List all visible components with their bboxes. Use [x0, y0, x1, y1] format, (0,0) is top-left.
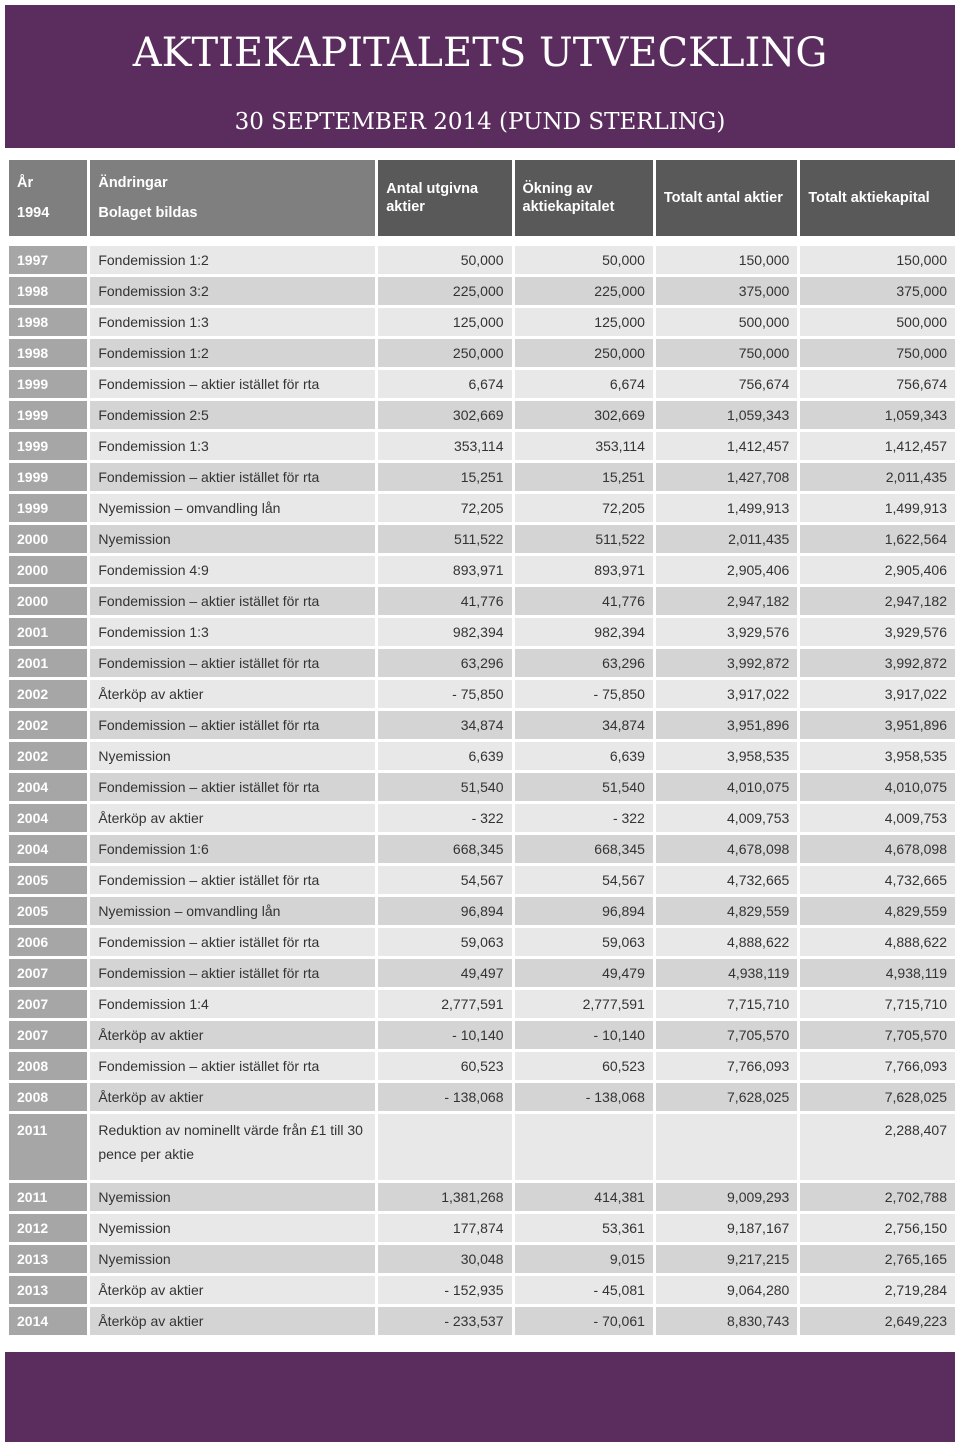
row-shares-issued: - 152,935 — [378, 1276, 511, 1304]
row-change: Fondemission – aktier istället för rta — [90, 370, 375, 398]
row-year: 2008 — [9, 1083, 87, 1111]
row-total-capital: 7,705,570 — [800, 1021, 955, 1049]
row-year: 2005 — [9, 866, 87, 894]
row-total-capital: 4,829,559 — [800, 897, 955, 925]
row-year: 2004 — [9, 804, 87, 832]
row-total-shares: 4,009,753 — [656, 804, 797, 832]
row-total-shares: 3,992,872 — [656, 649, 797, 677]
row-total-capital: 2,649,223 — [800, 1307, 955, 1335]
row-change: Fondemission 2:5 — [90, 401, 375, 429]
table-row — [9, 308, 955, 336]
row-total-capital: 7,715,710 — [800, 990, 955, 1018]
table-row — [9, 835, 955, 863]
row-year: 1999 — [9, 463, 87, 491]
table-row — [9, 339, 955, 367]
row-total-capital: 3,951,896 — [800, 711, 955, 739]
row-year: 2001 — [9, 618, 87, 646]
row-shares-issued: 41,776 — [378, 587, 511, 615]
header-shares-issued — [378, 160, 511, 236]
row-change: Fondemission – aktier istället för rta — [90, 1052, 375, 1080]
table-row — [9, 246, 955, 274]
row-total-shares: 4,010,075 — [656, 773, 797, 801]
row-shares-issued: 225,000 — [378, 277, 511, 305]
row-shares-issued: 177,874 — [378, 1214, 511, 1242]
table-row — [9, 804, 955, 832]
row-total-shares: 500,000 — [656, 308, 797, 336]
table-row — [9, 1245, 955, 1273]
row-total-capital: 3,992,872 — [800, 649, 955, 677]
table-row — [9, 1183, 955, 1211]
row-total-capital: 756,674 — [800, 370, 955, 398]
row-total-capital: 750,000 — [800, 339, 955, 367]
row-year: 2006 — [9, 928, 87, 956]
table-row — [9, 587, 955, 615]
row-year: 2011 — [9, 1183, 87, 1211]
row-total-shares: 7,628,025 — [656, 1083, 797, 1111]
header-shares-issued-label: Antal utgivna aktier — [386, 181, 479, 215]
row-year: 1998 — [9, 308, 87, 336]
row-capital-increase: - 10,140 — [515, 1021, 653, 1049]
row-shares-issued: 51,540 — [378, 773, 511, 801]
row-change: Återköp av aktier — [90, 1307, 375, 1335]
row-total-shares: 3,929,576 — [656, 618, 797, 646]
row-total-shares: 4,678,098 — [656, 835, 797, 863]
row-capital-increase: 96,894 — [515, 897, 653, 925]
row-capital-increase: 6,674 — [515, 370, 653, 398]
row-capital-increase: - 75,850 — [515, 680, 653, 708]
row-total-capital: 2,756,150 — [800, 1214, 955, 1242]
row-change: Fondemission 1:6 — [90, 835, 375, 863]
row-total-capital: 500,000 — [800, 308, 955, 336]
row-total-capital: 4,009,753 — [800, 804, 955, 832]
table-row — [9, 277, 955, 305]
row-capital-increase: 982,394 — [515, 618, 653, 646]
row-change: Nyemission — [90, 1214, 375, 1242]
row-year: 2007 — [9, 959, 87, 987]
row-total-shares: 150,000 — [656, 246, 797, 274]
row-year: 2005 — [9, 897, 87, 925]
row-total-shares: 2,905,406 — [656, 556, 797, 584]
row-capital-increase: 34,874 — [515, 711, 653, 739]
page-header — [5, 5, 955, 148]
table-row — [9, 1114, 955, 1180]
row-year: 2004 — [9, 835, 87, 863]
table-row — [9, 370, 955, 398]
row-shares-issued: 15,251 — [378, 463, 511, 491]
row-change: Fondemission – aktier istället för rta — [90, 928, 375, 956]
row-total-shares: 9,009,293 — [656, 1183, 797, 1211]
row-capital-increase: 125,000 — [515, 308, 653, 336]
table-row — [9, 494, 955, 522]
row-change: Nyemission – omvandling lån — [90, 494, 375, 522]
row-change: Återköp av aktier — [90, 1021, 375, 1049]
row-change: Fondemission – aktier istället för rta — [90, 587, 375, 615]
row-shares-issued: - 322 — [378, 804, 511, 832]
row-change: Fondemission – aktier istället för rta — [90, 959, 375, 987]
row-total-shares: 4,829,559 — [656, 897, 797, 925]
row-year: 2000 — [9, 525, 87, 553]
row-total-capital: 2,719,284 — [800, 1276, 955, 1304]
row-total-capital: 2,905,406 — [800, 556, 955, 584]
row-shares-issued: - 75,850 — [378, 680, 511, 708]
row-total-capital: 2,765,165 — [800, 1245, 955, 1273]
row-shares-issued: 49,497 — [378, 959, 511, 987]
page-subtitle: 30 SEPTEMBER 2014 (PUND STERLING) — [234, 109, 726, 135]
row-total-capital: 4,732,665 — [800, 866, 955, 894]
row-total-capital: 2,288,407 — [800, 1114, 955, 1180]
row-year: 2001 — [9, 649, 87, 677]
row-total-shares: 7,715,710 — [656, 990, 797, 1018]
row-total-shares: 1,412,457 — [656, 432, 797, 460]
row-year: 2013 — [9, 1245, 87, 1273]
row-total-shares: 1,499,913 — [656, 494, 797, 522]
row-capital-increase: 50,000 — [515, 246, 653, 274]
row-shares-issued: 125,000 — [378, 308, 511, 336]
row-total-shares: 2,011,435 — [656, 525, 797, 553]
row-year: 2004 — [9, 773, 87, 801]
table-row — [9, 897, 955, 925]
row-total-capital: 4,938,119 — [800, 959, 955, 987]
table-row — [9, 742, 955, 770]
table-row — [9, 1083, 955, 1111]
row-year: 1999 — [9, 432, 87, 460]
header-capital-increase — [515, 160, 653, 236]
table-row — [9, 1307, 955, 1335]
row-change: Fondemission 3:2 — [90, 277, 375, 305]
row-capital-increase: 41,776 — [515, 587, 653, 615]
row-total-capital: 2,947,182 — [800, 587, 955, 615]
row-capital-increase: 15,251 — [515, 463, 653, 491]
row-change: Nyemission — [90, 742, 375, 770]
row-total-shares: 9,064,280 — [656, 1276, 797, 1304]
table-row — [9, 928, 955, 956]
table-row — [9, 680, 955, 708]
row-change: Återköp av aktier — [90, 1276, 375, 1304]
row-total-capital: 3,929,576 — [800, 618, 955, 646]
row-capital-increase: 59,063 — [515, 928, 653, 956]
row-capital-increase: 6,639 — [515, 742, 653, 770]
row-shares-issued: 54,567 — [378, 866, 511, 894]
header-year-label: År — [17, 175, 34, 191]
row-year: 1999 — [9, 401, 87, 429]
row-year: 2002 — [9, 742, 87, 770]
table-row — [9, 556, 955, 584]
row-shares-issued: 63,296 — [378, 649, 511, 677]
row-year: 2000 — [9, 587, 87, 615]
row-capital-increase: 51,540 — [515, 773, 653, 801]
row-capital-increase: 668,345 — [515, 835, 653, 863]
table-row — [9, 618, 955, 646]
table-header-row — [9, 160, 955, 236]
row-change: Fondemission – aktier istället för rta — [90, 463, 375, 491]
row-total-shares: 1,427,708 — [656, 463, 797, 491]
row-capital-increase: 353,114 — [515, 432, 653, 460]
row-total-shares: 4,732,665 — [656, 866, 797, 894]
row-year: 2013 — [9, 1276, 87, 1304]
row-change: Fondemission 1:3 — [90, 618, 375, 646]
row-capital-increase: 60,523 — [515, 1052, 653, 1080]
row-shares-issued: 6,674 — [378, 370, 511, 398]
row-year: 1999 — [9, 370, 87, 398]
table-row — [9, 1214, 955, 1242]
row-total-capital: 150,000 — [800, 246, 955, 274]
row-change: Nyemission — [90, 525, 375, 553]
row-capital-increase: 2,777,591 — [515, 990, 653, 1018]
header-total-shares — [656, 160, 797, 236]
row-shares-issued: 511,522 — [378, 525, 511, 553]
row-shares-issued: 34,874 — [378, 711, 511, 739]
row-capital-increase: - 138,068 — [515, 1083, 653, 1111]
row-total-shares: 2,947,182 — [656, 587, 797, 615]
share-capital-table — [6, 157, 958, 1338]
row-total-capital: 7,766,093 — [800, 1052, 955, 1080]
row-total-capital: 4,010,075 — [800, 773, 955, 801]
row-change: Fondemission 1:3 — [90, 308, 375, 336]
row-total-shares: 7,705,570 — [656, 1021, 797, 1049]
row-total-capital: 3,958,535 — [800, 742, 955, 770]
row-total-shares: 9,187,167 — [656, 1214, 797, 1242]
row-change: Fondemission 1:2 — [90, 246, 375, 274]
row-total-capital: 2,011,435 — [800, 463, 955, 491]
row-total-shares: 375,000 — [656, 277, 797, 305]
page-title: AKTIEKAPITALETS UTVECKLING — [132, 30, 828, 76]
row-total-shares: 4,938,119 — [656, 959, 797, 987]
row-total-shares: 3,958,535 — [656, 742, 797, 770]
row-total-capital: 4,888,622 — [800, 928, 955, 956]
row-total-shares: 1,059,343 — [656, 401, 797, 429]
row-shares-issued: 2,777,591 — [378, 990, 511, 1018]
row-shares-issued: 1,381,268 — [378, 1183, 511, 1211]
table-row — [9, 773, 955, 801]
row-capital-increase: - 45,081 — [515, 1276, 653, 1304]
row-shares-issued: 50,000 — [378, 246, 511, 274]
row-capital-increase: 54,567 — [515, 866, 653, 894]
row-capital-increase: 250,000 — [515, 339, 653, 367]
row-year: 2000 — [9, 556, 87, 584]
row-total-shares: 9,217,215 — [656, 1245, 797, 1273]
row-capital-increase: 9,015 — [515, 1245, 653, 1273]
row-capital-increase: 72,205 — [515, 494, 653, 522]
row-capital-increase: 225,000 — [515, 277, 653, 305]
row-total-shares: 3,917,022 — [656, 680, 797, 708]
row-change: Fondemission – aktier istället för rta — [90, 649, 375, 677]
row-capital-increase: - 322 — [515, 804, 653, 832]
header-changes — [90, 160, 375, 236]
row-shares-issued: 72,205 — [378, 494, 511, 522]
row-year: 1999 — [9, 494, 87, 522]
row-shares-issued: - 138,068 — [378, 1083, 511, 1111]
row-shares-issued: 250,000 — [378, 339, 511, 367]
row-change: Fondemission 4:9 — [90, 556, 375, 584]
row-total-shares: 4,888,622 — [656, 928, 797, 956]
row-total-capital: 4,678,098 — [800, 835, 955, 863]
row-capital-increase: 302,669 — [515, 401, 653, 429]
row-total-shares: 3,951,896 — [656, 711, 797, 739]
row-change: Återköp av aktier — [90, 680, 375, 708]
row-capital-increase — [515, 1114, 653, 1180]
row-total-shares: 8,830,743 — [656, 1307, 797, 1335]
header-total-capital — [800, 160, 955, 236]
row-total-capital: 2,702,788 — [800, 1183, 955, 1211]
table-row — [9, 1276, 955, 1304]
row-shares-issued: 6,639 — [378, 742, 511, 770]
row-change: Nyemission – omvandling lån — [90, 897, 375, 925]
row-total-shares: 750,000 — [656, 339, 797, 367]
header-capital-increase-label: Ökning av aktiekapitalet — [522, 181, 615, 215]
row-total-shares — [656, 1114, 797, 1180]
header-year — [9, 160, 87, 236]
row-capital-increase: - 70,061 — [515, 1307, 653, 1335]
row-change: Fondemission – aktier istället för rta — [90, 773, 375, 801]
row-shares-issued: 96,894 — [378, 897, 511, 925]
row-change: Nyemission — [90, 1245, 375, 1273]
row-year: 2012 — [9, 1214, 87, 1242]
row-change: Nyemission — [90, 1183, 375, 1211]
row-total-capital: 7,628,025 — [800, 1083, 955, 1111]
row-total-capital: 1,412,457 — [800, 432, 955, 460]
row-total-capital: 1,059,343 — [800, 401, 955, 429]
row-year: 1998 — [9, 339, 87, 367]
table-row — [9, 525, 955, 553]
header-changes-label: Ändringar — [98, 175, 168, 191]
row-change: Reduktion av nominellt värde från £1 till 30 pence per aktie — [90, 1114, 375, 1180]
row-capital-increase: 414,381 — [515, 1183, 653, 1211]
row-change: Fondemission 1:4 — [90, 990, 375, 1018]
row-year: 2002 — [9, 680, 87, 708]
row-shares-issued: 60,523 — [378, 1052, 511, 1080]
row-total-capital: 3,917,022 — [800, 680, 955, 708]
row-total-capital: 375,000 — [800, 277, 955, 305]
row-shares-issued: 59,063 — [378, 928, 511, 956]
table-row — [9, 1052, 955, 1080]
row-year: 2002 — [9, 711, 87, 739]
row-shares-issued: 668,345 — [378, 835, 511, 863]
table-body — [9, 246, 955, 1335]
row-year: 1997 — [9, 246, 87, 274]
row-total-shares: 7,766,093 — [656, 1052, 797, 1080]
row-capital-increase: 893,971 — [515, 556, 653, 584]
row-total-capital: 1,622,564 — [800, 525, 955, 553]
row-change: Fondemission 1:3 — [90, 432, 375, 460]
row-capital-increase: 511,522 — [515, 525, 653, 553]
row-year: 2014 — [9, 1307, 87, 1335]
row-shares-issued: - 233,537 — [378, 1307, 511, 1335]
table-row — [9, 866, 955, 894]
row-change: Återköp av aktier — [90, 804, 375, 832]
header-total-shares-label: Totalt antal aktier — [663, 190, 783, 206]
table-row — [9, 649, 955, 677]
row-shares-issued: 353,114 — [378, 432, 511, 460]
row-capital-increase: 53,361 — [515, 1214, 653, 1242]
table-row — [9, 990, 955, 1018]
table-row — [9, 959, 955, 987]
row-change: Fondemission 1:2 — [90, 339, 375, 367]
row-shares-issued: - 10,140 — [378, 1021, 511, 1049]
row-year: 2007 — [9, 1021, 87, 1049]
table-row — [9, 1021, 955, 1049]
row-shares-issued: 302,669 — [378, 401, 511, 429]
table-row — [9, 711, 955, 739]
row-year: 2011 — [9, 1114, 87, 1180]
table-row — [9, 401, 955, 429]
row-shares-issued: 893,971 — [378, 556, 511, 584]
row-total-shares: 756,674 — [656, 370, 797, 398]
row-shares-issued: 30,048 — [378, 1245, 511, 1273]
table-row — [9, 463, 955, 491]
row-capital-increase: 63,296 — [515, 649, 653, 677]
page-footer — [5, 1352, 955, 1442]
header-total-capital-label: Totalt aktiekapital — [808, 190, 930, 206]
header-founding-year: 1994 — [17, 205, 50, 221]
row-capital-increase: 49,479 — [515, 959, 653, 987]
row-change: Fondemission – aktier istället för rta — [90, 711, 375, 739]
table-row — [9, 432, 955, 460]
row-change: Återköp av aktier — [90, 1083, 375, 1111]
row-year: 1998 — [9, 277, 87, 305]
row-total-capital: 1,499,913 — [800, 494, 955, 522]
row-shares-issued: 982,394 — [378, 618, 511, 646]
row-year: 2007 — [9, 990, 87, 1018]
row-year: 2008 — [9, 1052, 87, 1080]
row-change: Fondemission – aktier istället för rta — [90, 866, 375, 894]
row-shares-issued — [378, 1114, 511, 1180]
header-founding-change: Bolaget bildas — [98, 205, 198, 221]
